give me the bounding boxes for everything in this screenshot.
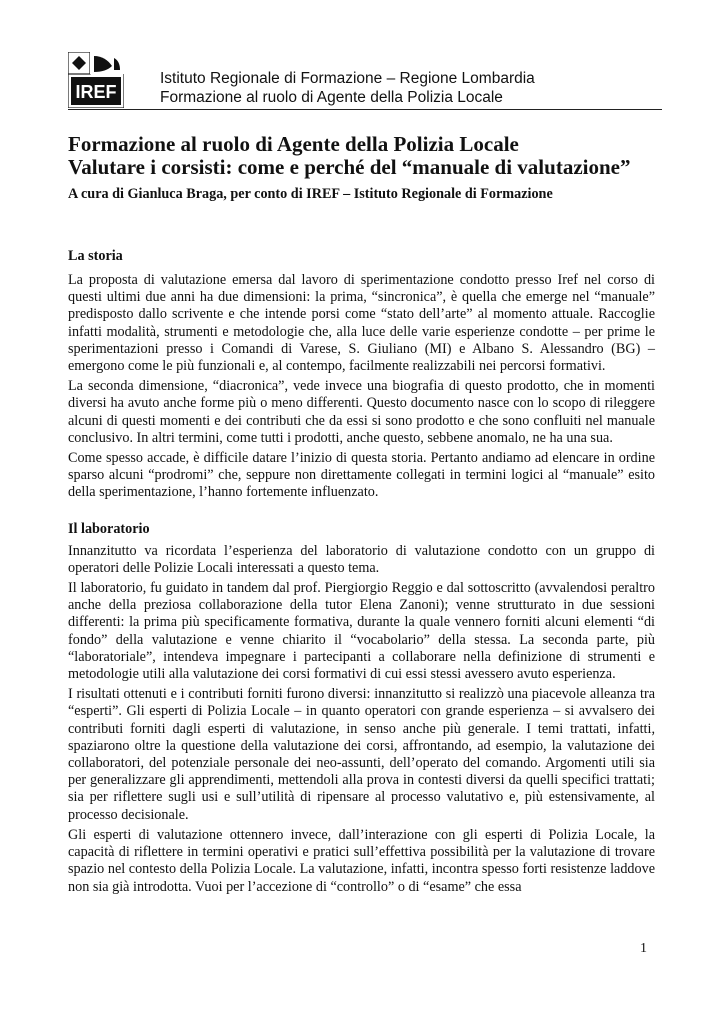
section-heading: Il laboratorio <box>68 520 150 537</box>
iref-logo <box>68 52 124 108</box>
header-course: Formazione al ruolo di Agente della Polizia Locale <box>160 89 503 106</box>
header-divider <box>68 109 662 110</box>
section-heading: La storia <box>68 248 123 264</box>
paragraph: La proposta di valutazione emersa dal lavoro di sperimentazione condotto presso Iref nel corso di questi ultimi due anni ha due dimensioni: la prima, “sincronica”, è quella che emerge nel “manuale” predisposto dallo scrivente e che intende porsi come “stato dell’arte” al momento attuale. Raccoglie infatti modalità, strumenti e metodologie che, alla luce delle varie esperienze condotte – per prime le sperimentazioni presso i Comandi di Varese, S. Giuliano (MI) e Albano S. Alessandro (BG) – emergono come le più funzionali e, al contempo, facilmente realizzabili nei percorsi formativi. <box>68 272 655 375</box>
document-body <box>68 247 655 896</box>
section-la-storia <box>68 247 655 502</box>
header-text <box>160 69 535 107</box>
paragraph: Gli esperti di valutazione ottennero invece, dall’interazione con gli esperti di Polizia Locale, la capacità di riflettere in termini operativi e pratici sull’effettiva possibilità per la valutazione di trovare spazio nel contesto della Polizia Locale. La valutazione, infatti, incontra spesso forti resistenze laddove non sia già introdotta. Vuoi per l’accezione di “controllo” o di “esame” che essa <box>68 826 655 895</box>
title-line-2: Valutare i corsisti: come e perché del “manuale di valutazione” <box>68 155 631 179</box>
paragraph: I risultati ottenuti e i contributi forniti furono diversi: innanzitutto si realizzò una piacevole alleanza tra “esperti”. Gli esperti di Polizia Locale – in quanto operatori con grande esperienza – si avvalsero dei contributi forniti dagli esperti di valutazione, in senso anche più generale. I temi trattati, infatti, spaziarono oltre la questione della valutazione dei corsi, affrontando, ad esempio, la valutazione dei collaboratori, del potenziale personale dei neo-assunti, dell’operato del comando. Argomenti utili sia per generalizzare gli apprendimenti, mettendoli alla prova in contesti diversi da quelli specifici trattati; sia per riflettere sugli usi e sull’utilità di ripensare al processo valutativo e, più estensivamente, al processo decisionale. <box>68 686 655 823</box>
author-credit: A cura di Gianluca Braga, per conto di IREF – Istituto Regionale di Formazione <box>68 186 553 202</box>
document-title <box>68 133 658 179</box>
section-il-laboratorio <box>68 520 655 896</box>
logo-text: IREF <box>75 82 117 102</box>
page-number: 1 <box>640 941 647 956</box>
header-institute: Istituto Regionale di Formazione – Regione Lombardia <box>160 70 535 87</box>
paragraph: La seconda dimensione, “diacronica”, vede invece una biografia di questo prodotto, che in momenti diversi ha avuto anche forme più o meno differenti. Questo documento nasce con lo scopo di rileggere alcuni di questi momenti e dei contributi che da essi si sono prodotto e che sono confluiti nel manuale conclusivo. In altri termini, come tutti i prodotti, anche questo, sebbene anomalo, ne ha una sua. <box>68 378 655 446</box>
page-header <box>68 52 662 109</box>
paragraph: Innanzitutto va ricordata l’esperienza del laboratorio di valutazione condotto con un gruppo di operatori delle Polizie Locali interessati a questo tema. <box>68 542 655 576</box>
paragraph: Come spesso accade, è difficile datare l’inizio di questa storia. Pertanto andiamo ad elencare in ordine sparso alcuni “prodromi” che, seppure non direttamente collegati in termini logici al “manuale” esito della sperimentazione, l’hanno fortemente influenzato. <box>68 450 655 501</box>
paragraph: Il laboratorio, fu guidato in tandem dal prof. Piergiorgio Reggio e dal sottoscritto (avvalendosi peraltro anche della preziosa collaborazione della tutor Elena Zanoni); venne strutturato in due sessioni differenti: la prima più specificamente formativa, durante la quale vennero forniti alcuni elementi “di fondo” della valutazione e venne chiarito il “vocabolario” della stessa. La seconda parte, più “laboratoriale”, intendeva impegnare i partecipanti a collaborare nella definizione di strumenti e metodologie utili alla valutazione dei corsi formativi di cui essi stessi avessero avuto esperienza. <box>68 580 655 683</box>
title-block <box>68 133 658 203</box>
title-line-1: Formazione al ruolo di Agente della Polizia Locale <box>68 132 519 156</box>
